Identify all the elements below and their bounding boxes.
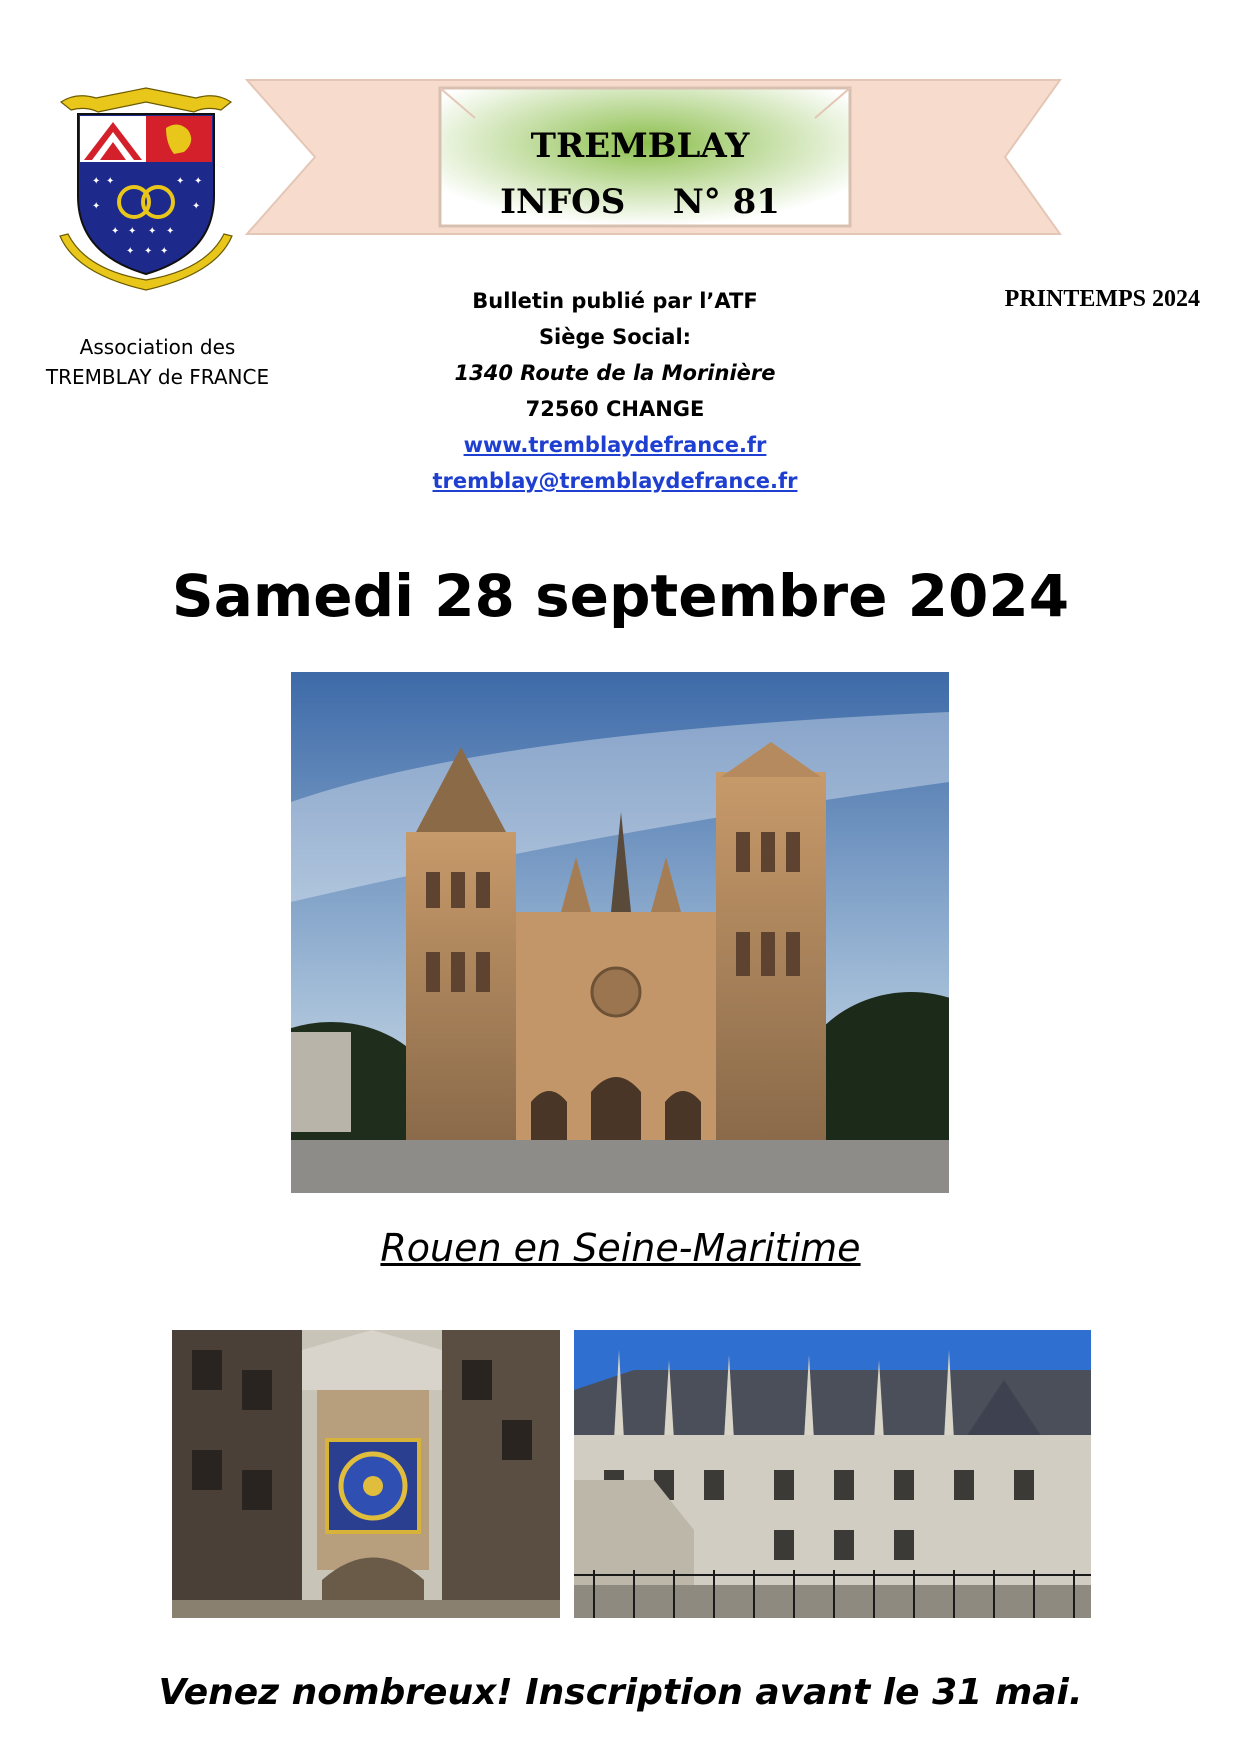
street-address: 1340 Route de la Morinière [454,361,776,385]
city: 72560 CHANGE [525,397,705,421]
published-by: Bulletin publié par l’ATF [472,289,758,313]
association-line1: Association des [79,335,236,359]
registration-footer: Venez nombreux! Inscription avant le 31 mai. [158,1672,1083,1713]
svg-text:✦: ✦ [126,246,135,257]
svg-text:✦: ✦ [106,176,115,187]
svg-text:✦: ✦ [92,176,101,187]
svg-text:✦: ✦ [192,201,201,212]
svg-text:✦: ✦ [111,226,120,237]
location-caption [0,1226,1241,1270]
bulletin-info [410,283,820,499]
event-date-headline: Samedi 28 septembre 2024 [171,562,1070,630]
website-link[interactable]: www.tremblaydefrance.fr [463,433,767,457]
banner-text [430,118,850,230]
season-label: PRINTEMPS 2024 [1004,286,1200,312]
email-link[interactable]: tremblay@tremblaydefrance.fr [432,469,798,493]
gros-horloge-photo [172,1330,560,1618]
location-caption-text: Rouen en Seine-Maritime [380,1226,861,1270]
banner-issue: INFOS N° 81 [500,182,780,222]
palais-de-justice-photo [574,1330,1091,1618]
banner-title: TREMBLAY [530,126,750,166]
seat-label: Siège Social: [538,325,692,349]
svg-text:✦: ✦ [194,176,203,187]
svg-text:✦: ✦ [160,246,169,257]
svg-text:✦: ✦ [148,226,157,237]
svg-text:✦: ✦ [92,201,101,212]
svg-text:✦: ✦ [176,176,185,187]
association-line2: TREMBLAY de FRANCE [45,365,270,389]
svg-text:✦: ✦ [144,246,153,257]
cathedral-photo [291,672,949,1193]
association-name [20,332,295,392]
association-crest-logo [56,84,236,294]
svg-text:✦: ✦ [128,226,137,237]
svg-text:✦: ✦ [166,226,175,237]
